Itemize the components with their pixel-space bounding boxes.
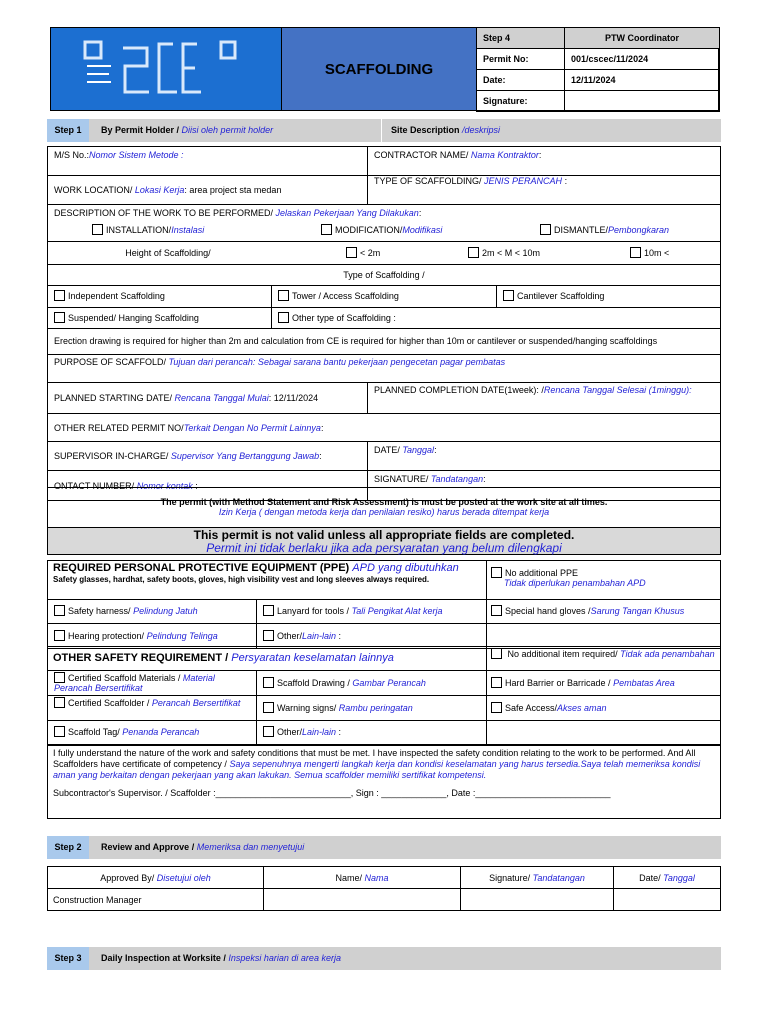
height-under-2m-checkbox[interactable] <box>346 247 357 258</box>
osr-title: OTHER SAFETY REQUIREMENT / <box>53 652 229 664</box>
supervisor-colon: : <box>319 451 322 461</box>
step1-badge: Step 1 <box>47 119 89 142</box>
step2-label: Review and Approve / <box>101 842 195 852</box>
declaration-text-it: Saya sepenuhnya mengerti langkah kerja dan kondisi keselamatan yang harus tersedia.Saya telah memeriksa kondisi aman yang berkaitan dengan pekerjaan yang akan lakukan. Semua scaffolder memiliki sertifikat kompetensi. <box>53 759 701 780</box>
other-permit-label: OTHER RELATED PERMIT NO/ <box>54 422 184 433</box>
no-additional-ppe-label: No additional PPE <box>505 568 579 578</box>
suspended-label: Suspended/ Hanging Scaffolding <box>68 313 199 323</box>
other-type-scaffolding-option[interactable] <box>272 308 720 328</box>
contact-label: ONTACT NUMBER/ <box>54 480 135 491</box>
certified-materials-option[interactable] <box>48 671 257 695</box>
form-title: SCAFFOLDING <box>324 60 434 78</box>
erection-note: Erection drawing is required for higher than 2m and calculation from CE is required for higher than 10m or cantilever or suspended/hanging scaffoldings <box>48 329 720 355</box>
table-row <box>48 889 721 911</box>
step3-label-it: Inspeksi harian di area kerja <box>228 953 341 963</box>
installation-it: Instalasi <box>171 225 205 235</box>
approver-role: Construction Manager <box>48 889 264 911</box>
main-form <box>47 146 721 501</box>
osr-other-it: Lain-lain <box>302 727 337 737</box>
lanyard-it: Tali Pengikat Alat kerja <box>351 606 443 616</box>
hearing-protection-checkbox[interactable] <box>54 630 65 641</box>
type-of-scaffolding-header: Type of Scaffolding / <box>48 265 720 286</box>
planned-completion-it: Rencana Tanggal Selesai (1minggu): <box>543 385 692 395</box>
hand-gloves-label: Special hand gloves / <box>505 606 591 616</box>
independent-scaffolding-option[interactable] <box>48 286 272 307</box>
site-description-label: Site Description <box>391 125 460 135</box>
other-permit-it: Terkait Dengan No Permit Lainnya <box>183 422 321 433</box>
planned-start-label: PLANNED STARTING DATE/ <box>54 393 173 403</box>
signature-header <box>461 867 614 889</box>
ppe-other-it: Lain-lain <box>302 631 337 641</box>
step1-holder-it: Diisi oleh permit holder <box>181 125 274 135</box>
lanyard-label: Lanyard for tools / <box>277 606 350 616</box>
height-label: Height of Scaffolding/ <box>125 248 211 258</box>
ppe-other-checkbox[interactable] <box>263 630 274 641</box>
validity-notice-id: Permit ini tidak berlaku jika ada persyaratan yang belum dilengkapi <box>206 541 562 555</box>
suspended-scaffolding-option[interactable] <box>48 308 272 328</box>
osr-title-it: Persyaratan keselamatan lainnya <box>231 652 394 664</box>
date-field-label: DATE/ <box>374 445 400 455</box>
ms-no-label: M/S No.: <box>54 150 90 160</box>
date-field-colon: : <box>434 445 437 455</box>
warning-signs-it: Rambu peringatan <box>338 703 413 713</box>
name-label: Name/ <box>335 872 362 883</box>
warning-signs-option[interactable] <box>257 696 487 720</box>
date-col-label: Date/ <box>639 872 661 883</box>
ppe-section <box>47 560 721 649</box>
tower-scaffolding-option[interactable] <box>272 286 497 307</box>
posting-notice <box>47 487 721 527</box>
no-additional-item-option[interactable] <box>487 647 720 670</box>
certified-materials-label: Certified Scaffold Materials / <box>68 673 181 683</box>
hard-barrier-it: Pembatas Area <box>613 678 675 688</box>
modification-it: Modifikasi <box>402 225 443 235</box>
ppe-other-label: Other/ <box>277 631 303 641</box>
installation-option[interactable] <box>92 224 204 235</box>
other-safety-section <box>47 646 721 745</box>
independent-label: Independent Scaffolding <box>68 291 165 301</box>
certified-scaffolder-label: Certified Scaffolder / <box>68 698 150 708</box>
osr-other-option[interactable] <box>257 721 487 744</box>
permit-info-table <box>476 27 720 112</box>
form-signature-it: Tandatangan <box>430 474 484 484</box>
contact-it: Nomor kontak <box>136 480 193 491</box>
purpose-label: PURPOSE OF SCAFFOLD/ <box>54 357 167 367</box>
date-field-it: Tanggal <box>402 445 435 455</box>
hand-gloves-checkbox[interactable] <box>491 605 502 616</box>
dismantle-it: Pembongkaran <box>608 225 670 235</box>
dismantle-label: DISMANTLE/ <box>554 225 609 235</box>
height-2-10m-label: 2m < M < 10m <box>482 248 541 258</box>
no-additional-item-label: No additional item required/ <box>507 649 618 659</box>
certified-scaffolder-option[interactable] <box>48 696 257 720</box>
modification-label: MODIFICATION/ <box>335 225 403 235</box>
osr-other-label: Other/ <box>277 727 303 737</box>
scaffold-drawing-checkbox[interactable] <box>263 677 274 688</box>
type-it: JENIS PERANCAH <box>484 176 563 186</box>
ms-no-field[interactable] <box>48 147 368 175</box>
ppe-other-colon: : <box>336 631 342 641</box>
ms-no-it: Nomor Sistem Metode : <box>89 150 184 160</box>
contractor-name-field[interactable] <box>368 147 720 175</box>
height-under-2m-label: < 2m <box>360 248 381 258</box>
step1-bar <box>47 119 721 142</box>
work-location-it: Lokasi Kerja <box>134 185 185 195</box>
no-additional-item-checkbox[interactable] <box>491 648 502 659</box>
hard-barrier-checkbox[interactable] <box>491 677 502 688</box>
scaffold-tag-option[interactable] <box>48 721 257 744</box>
osr-other-checkbox[interactable] <box>263 726 274 737</box>
height-over-10m-label: 10m < <box>644 248 670 258</box>
description-label-line <box>54 208 421 218</box>
description-colon: : <box>418 208 422 218</box>
hard-barrier-option[interactable] <box>487 671 720 695</box>
type-colon: : <box>562 176 568 186</box>
no-additional-ppe-checkbox[interactable] <box>491 567 502 578</box>
safety-harness-checkbox[interactable] <box>54 605 65 616</box>
scaffold-drawing-label: Scaffold Drawing / <box>277 678 350 688</box>
planned-start-value: : 12/11/2024 <box>268 393 319 403</box>
hand-gloves-it: Sarung Tangan Khusus <box>590 606 685 616</box>
cantilever-checkbox[interactable] <box>503 290 514 301</box>
warning-signs-checkbox[interactable] <box>263 702 274 713</box>
scaffold-tag-it: Penanda Perancah <box>122 727 200 737</box>
form-title-cell <box>282 28 476 110</box>
other-permit-field[interactable] <box>48 414 720 442</box>
form-signature-label: SIGNATURE/ <box>374 474 429 484</box>
hearing-protection-label: Hearing protection/ <box>68 631 145 641</box>
step2-badge: Step 2 <box>47 836 89 859</box>
name-it: Nama <box>364 872 389 883</box>
step1-holder <box>101 119 273 142</box>
logo-mark <box>51 28 282 110</box>
description-it: Jelaskan Pekerjaan Yang Dilakukan <box>275 208 419 218</box>
safety-harness-label: Safety harness/ <box>68 606 131 616</box>
no-additional-ppe-it: Tidak diperlukan penambahan APD <box>504 578 646 588</box>
signature-field[interactable] <box>565 91 720 112</box>
approved-by-it: Disetujui oleh <box>156 872 211 883</box>
name-header <box>264 867 461 889</box>
independent-checkbox[interactable] <box>54 290 65 301</box>
step2-bar <box>47 836 721 859</box>
ppe-title-it: APD yang dibutuhkan <box>352 562 459 574</box>
date-label: Date: <box>477 70 565 91</box>
hard-barrier-label: Hard Barrier or Barricade / <box>505 678 611 688</box>
other-type-label: Other type of Scaffolding : <box>292 313 396 323</box>
certified-materials-it: Material Perancah Bersertifikat <box>54 673 215 693</box>
approver-name-cell[interactable] <box>264 889 461 911</box>
lanyard-option[interactable] <box>257 600 487 623</box>
declaration-sign-line[interactable]: Subcontractor's Supervisor. / Scaffolder :___________________________, Sign : _____________, Date :___________________________ <box>53 788 611 798</box>
contact-colon: : <box>192 480 198 491</box>
osr-other-colon: : <box>336 727 342 737</box>
safe-access-label: Safe Access/ <box>505 703 558 713</box>
date-col-it: Tanggal <box>663 872 695 883</box>
safe-access-option[interactable] <box>487 696 720 720</box>
ppe-title-cell <box>48 561 487 599</box>
modification-checkbox[interactable] <box>321 224 332 235</box>
hearing-protection-it: Pelindung Telinga <box>146 631 218 641</box>
permit-no-label: Permit No: <box>477 49 565 70</box>
no-additional-ppe-option[interactable] <box>487 561 720 599</box>
approver-date-cell[interactable] <box>614 889 721 911</box>
other-type-checkbox[interactable] <box>278 312 289 323</box>
planned-completion-field[interactable] <box>368 383 720 413</box>
scaffold-tag-label: Scaffold Tag/ <box>68 727 120 737</box>
dismantle-checkbox[interactable] <box>540 224 551 235</box>
osr-empty-cell <box>487 721 720 744</box>
ppe-title: REQUIRED PERSONAL PROTECTIVE EQUIPMENT (PPE) <box>53 562 350 574</box>
step3-bar <box>47 947 721 970</box>
approved-by-label: Approved By/ <box>100 872 155 883</box>
hearing-protection-option[interactable] <box>48 624 257 648</box>
type-label: TYPE OF SCAFFOLDING/ <box>374 176 482 186</box>
safe-access-checkbox[interactable] <box>491 702 502 713</box>
cantilever-label: Cantilever Scaffolding <box>517 291 605 301</box>
supervisor-label: SUPERVISOR IN-CHARGE/ <box>54 451 169 461</box>
work-location-label: WORK LOCATION/ <box>54 185 133 195</box>
step3-title <box>101 947 341 970</box>
purpose-it: Tujuan dari perancah: Sebagai sarana bantu pekerjaan pengecetan pagar pembatas <box>168 357 506 367</box>
form-signature-colon: : <box>483 474 486 484</box>
contractor-label: CONTRACTOR NAME/ <box>374 150 469 160</box>
planned-completion-label: PLANNED COMPLETION DATE(1week): / <box>374 385 544 395</box>
height-over-10m[interactable] <box>568 242 720 264</box>
work-location-value: : area project sta medan <box>184 185 282 195</box>
date-value[interactable]: 12/11/2024 <box>565 70 720 91</box>
height-under-2m[interactable] <box>288 242 408 264</box>
work-location-field[interactable] <box>48 176 368 204</box>
site-description-it: /deskripsi <box>462 125 501 135</box>
approver-signature-cell[interactable] <box>461 889 614 911</box>
supervisor-field[interactable] <box>48 442 368 470</box>
ppe-empty-cell <box>487 624 720 648</box>
scaffold-drawing-it: Gambar Perancah <box>352 678 426 688</box>
contractor-it: Nama Kontraktor <box>470 150 539 160</box>
certified-materials-checkbox[interactable] <box>54 672 65 683</box>
step1-holder-label: By Permit Holder / <box>101 125 180 135</box>
coordinator-label: PTW Coordinator <box>565 28 720 49</box>
planned-start-field[interactable] <box>48 383 368 413</box>
signature-label: Signature: <box>477 91 565 112</box>
ppe-subtitle: Safety glasses, hardhat, safety boots, gloves, high visibility vest and long sleeves always required. <box>53 575 430 584</box>
certified-scaffolder-checkbox[interactable] <box>54 697 65 708</box>
tower-checkbox[interactable] <box>278 290 289 301</box>
signature-col-label: Signature/ <box>489 872 531 883</box>
certified-scaffolder-it: Perancah Bersertifikat <box>151 698 241 708</box>
approval-table <box>47 866 721 911</box>
type-of-scaffolding-field[interactable] <box>368 176 720 204</box>
supervisor-it: Supervisor Yang Bertanggung Jawab <box>170 451 320 461</box>
suspended-checkbox[interactable] <box>54 312 65 323</box>
safety-harness-option[interactable] <box>48 600 257 623</box>
safe-access-it: Akses aman <box>557 703 607 713</box>
modification-option[interactable] <box>321 224 442 235</box>
height-2-10m-checkbox[interactable] <box>468 247 479 258</box>
site-description-cell <box>381 119 721 142</box>
hand-gloves-option[interactable] <box>487 600 720 623</box>
lanyard-checkbox[interactable] <box>263 605 274 616</box>
step2-label-it: Memeriksa dan menyetujui <box>196 842 305 852</box>
installation-label: INSTALLATION/ <box>106 225 172 235</box>
ppe-other-option[interactable] <box>257 624 487 648</box>
declaration-section <box>47 745 721 819</box>
height-2-10m[interactable] <box>408 242 568 264</box>
planned-start-it: Rencana Tanggal Mulai <box>174 393 269 403</box>
header <box>50 27 719 111</box>
step-4-label: Step 4 <box>477 28 565 49</box>
permit-no-value[interactable]: 001/cscec/11/2024 <box>565 49 720 70</box>
posting-notice-en: The permit (with Method Statement and Risk Assessment) is must be posted at the work site at all times. <box>160 497 608 507</box>
description-label: DESCRIPTION OF THE WORK TO BE PERFORMED/ <box>54 208 274 218</box>
step3-badge: Step 3 <box>47 947 89 970</box>
validity-notice-en: This permit is not valid unless all appropriate fields are completed. <box>193 528 575 542</box>
scaffold-drawing-option[interactable] <box>257 671 487 695</box>
osr-title-cell <box>48 647 487 670</box>
date-field[interactable] <box>368 442 720 470</box>
posting-notice-id: Izin Kerja ( dengan metoda kerja dan penilaian resiko) harus berada ditempat kerja <box>218 507 550 517</box>
step3-label: Daily Inspection at Worksite / <box>101 953 226 963</box>
height-over-10m-checkbox[interactable] <box>630 247 641 258</box>
no-additional-item-it: Tidak ada penambahan <box>620 649 715 659</box>
signature-col-it: Tandatangan <box>532 872 585 883</box>
warning-signs-label: Warning signs/ <box>277 703 337 713</box>
scaffold-tag-checkbox[interactable] <box>54 726 65 737</box>
step2-title <box>101 836 304 859</box>
declaration-text-en: I fully understand the nature of the work and safety conditions that must be met. I have inspected the safety condition relating to the work to be performed. And All Scaffolders have certificate of competency / <box>53 748 696 769</box>
purpose-field[interactable] <box>48 355 720 383</box>
contractor-colon: : <box>538 150 542 160</box>
installation-checkbox[interactable] <box>92 224 103 235</box>
approved-by-header <box>48 867 264 889</box>
cantilever-scaffolding-option[interactable] <box>497 286 720 307</box>
company-logo <box>51 28 282 110</box>
dismantle-option[interactable] <box>540 224 669 235</box>
date-header <box>614 867 721 889</box>
validity-notice <box>47 527 721 555</box>
tower-label: Tower / Access Scaffolding <box>292 291 399 301</box>
other-permit-colon: : <box>320 422 324 433</box>
safety-harness-it: Pelindung Jatuh <box>133 606 198 616</box>
